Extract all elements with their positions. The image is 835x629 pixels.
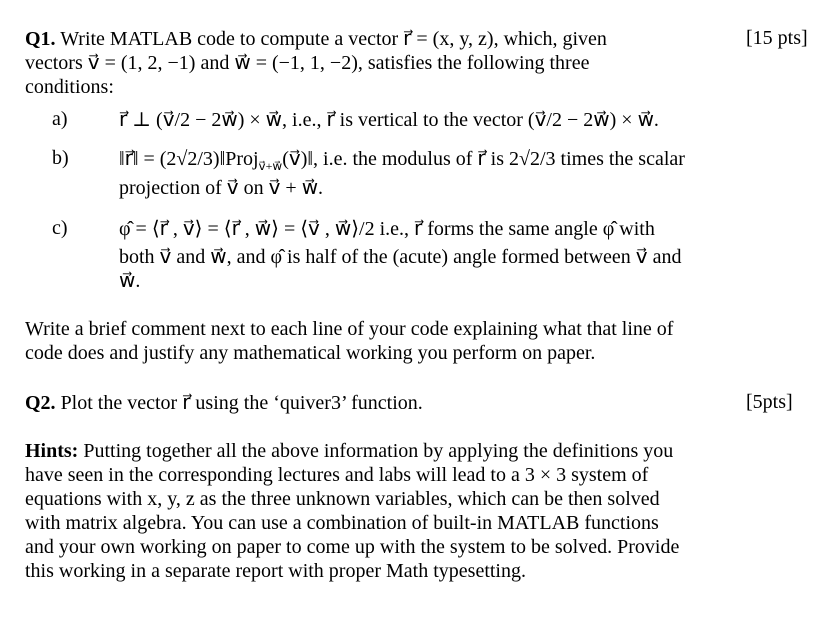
hints-line-6: this working in a separate report with proper Math typesetting. (25, 560, 526, 582)
q1-a-label: a) (52, 108, 68, 130)
q2-text: Plot the vector r⃗ using the ‘quiver3’ function. (55, 392, 423, 414)
q1-b-text-2: (v⃗)‖, i.e. the modulus of r⃗ is 2√2/3 times the scalar (282, 148, 685, 170)
q1-b-text-1: ‖r⃗‖ = (2√2/3)‖Proj (119, 148, 259, 170)
q1-points: [15 pts] (746, 27, 808, 49)
q1-comment-line-1: Write a brief comment next to each line of your code explaining what that line of (25, 318, 674, 340)
hints-line-2: have seen in the corresponding lectures and labs will lead to a 3 × 3 system of (25, 464, 649, 486)
q1-c-line-1: φ̂ = ⟨r⃗ , v⃗⟩ = ⟨r⃗ , w⃗⟩ = ⟨v⃗ , w⃗⟩/2 i.e., r⃗ forms the same angle φ̂ with (119, 218, 655, 240)
q1-a-text: r⃗ ⊥ (v⃗/2 − 2w⃗) × w⃗, i.e., r⃗ is vertical to the vector (v⃗/2 − 2w⃗) × w⃗. (119, 109, 659, 131)
hints-line-4: with matrix algebra. You can use a combination of built-in MATLAB functions (25, 512, 659, 534)
hints-line-5: and your own working on paper to come up with the system to be solved. Provide (25, 536, 680, 558)
q1-b-label: b) (52, 147, 69, 169)
q1-line-3: conditions: (25, 76, 114, 98)
hints-line-1-text: Putting together all the above information by applying the definitions you (78, 440, 674, 462)
q1-line-1-text: Write MATLAB code to compute a vector r⃗ = (x, y, z), which, given (55, 28, 607, 50)
q1-comment-line-2: code does and justify any mathematical working you perform on paper. (25, 342, 596, 364)
q2-points: [5pts] (746, 391, 793, 413)
q1-b-line-1 (119, 147, 685, 178)
q1-b-line-2: projection of v⃗ on v⃗ + w⃗. (119, 177, 324, 199)
hints-line-3: equations with x, y, z as the three unknown variables, which can be then solved (25, 488, 660, 510)
q1-c-line-2: both v⃗ and w⃗, and φ̂ is half of the (acute) angle formed between v⃗ and (119, 246, 682, 268)
q1-b-subscript: v⃗+w⃗ (258, 159, 283, 173)
q1-c-label: c) (52, 217, 68, 239)
q1-line-2: vectors v⃗ = (1, 2, −1) and w⃗ = (−1, 1, −2), satisfies the following three (25, 52, 590, 74)
q1-line-1 (25, 27, 607, 51)
q2-title: Q2. (25, 392, 56, 414)
q1-title: Q1. (25, 28, 56, 50)
q2-line (25, 391, 423, 415)
q1-c-line-3: w⃗. (119, 270, 141, 292)
hints-title: Hints: (25, 440, 79, 462)
hints-line-1 (25, 439, 673, 463)
